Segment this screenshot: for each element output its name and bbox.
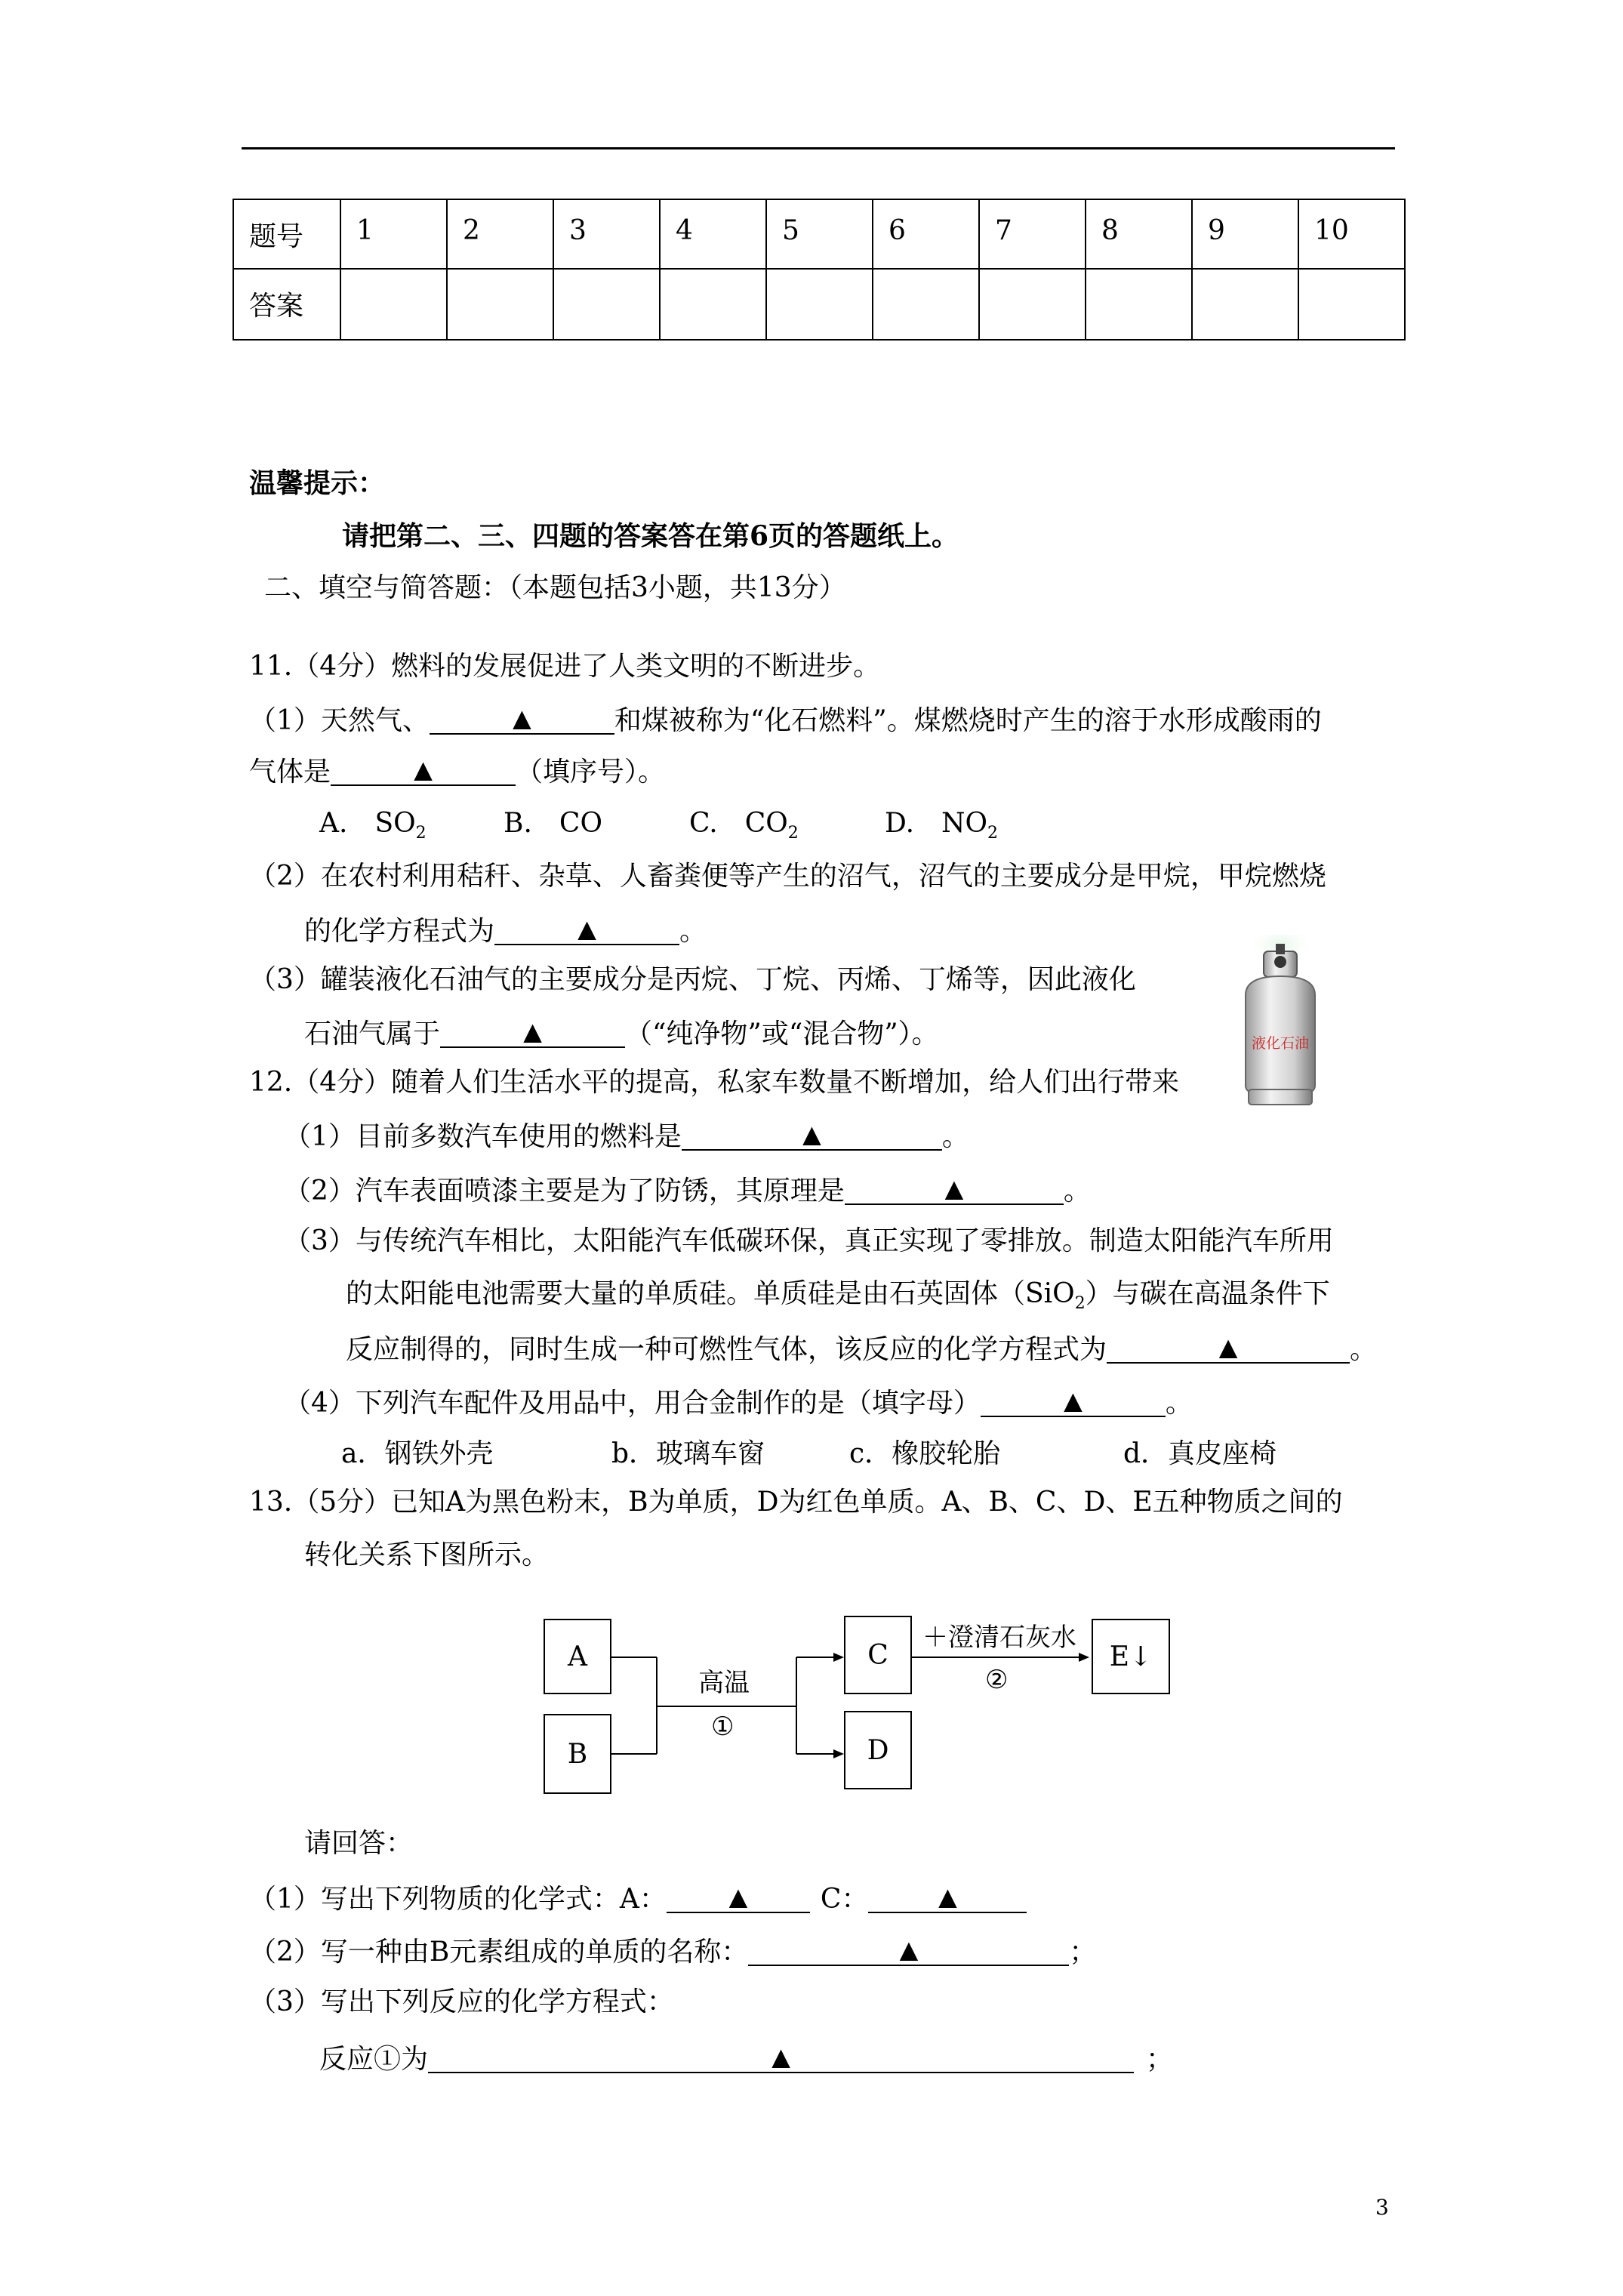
- blank-mark: ▲: [523, 1017, 542, 1046]
- subscript: 2: [987, 824, 999, 843]
- q11-blank-lpg-type[interactable]: [440, 1018, 625, 1048]
- answer-cell[interactable]: [340, 269, 447, 340]
- q11-part3-line2: [304, 1018, 939, 1048]
- q12-p3-text: 反应制得的，同时生成一种可燃性气体，该反应的化学方程式为: [346, 1334, 1107, 1365]
- q13-stem-line1: 13.（5分）已知A为黑色粉末，B为单质，D为红色单质。A、B、C、D、E五种物质之间的: [249, 1487, 1343, 1518]
- q13-part3: （3）写出下列反应的化学方程式：: [249, 1986, 674, 2017]
- q11-blank-fossil-fuel[interactable]: [430, 704, 614, 735]
- reaction-flow-diagram: [544, 1616, 1178, 1812]
- q11-part2-line2: [304, 915, 707, 945]
- question-number-cell: 8: [1086, 199, 1192, 269]
- blank-mark: ▲: [728, 1882, 748, 1911]
- q11-p1-hint: （填序号）。: [516, 757, 666, 787]
- tank-label: 液化石油: [1251, 1035, 1310, 1052]
- condition-high-temp: 高温: [698, 1668, 750, 1698]
- q13-p1-text: （1）写出下列物质的化学式：A：: [249, 1884, 667, 1915]
- blank-mark: ▲: [577, 914, 596, 943]
- lpg-tank-image: [1232, 935, 1330, 1108]
- subscript: 2: [787, 824, 799, 843]
- q11-part1-line2: [249, 756, 665, 786]
- q12-part3-line2: [346, 1278, 1330, 1314]
- q13-part2: [249, 1936, 1096, 1966]
- q11-option-d: [885, 810, 998, 842]
- answer-cell[interactable]: [1086, 269, 1192, 340]
- q12-p3-text-cont: ）与碳在高温条件下: [1085, 1278, 1330, 1309]
- answer-cell[interactable]: [1298, 269, 1405, 340]
- q12-part4: [284, 1387, 1193, 1417]
- question-number-cell: 5: [766, 199, 873, 269]
- q11-p3-hint: （“纯净物”或“混合物”）。: [625, 1019, 939, 1049]
- q13-part1: [249, 1883, 1027, 1913]
- q12-p4-text: （4）下列汽车配件及用品中，用合金制作的是（填字母）: [284, 1388, 981, 1419]
- q11-p1-gas: 气体是: [249, 757, 331, 787]
- answer-cell[interactable]: [447, 269, 553, 340]
- q12-option-b: b．玻璃车窗: [611, 1438, 765, 1469]
- row-label-answer: 答案: [233, 269, 340, 340]
- q13-blank-reaction-1[interactable]: [428, 2043, 1134, 2073]
- option-text: C. CO: [689, 808, 788, 839]
- answer-table: [233, 199, 1406, 341]
- q11-option-c: [689, 810, 799, 842]
- answer-cell[interactable]: [766, 269, 873, 340]
- blank-mark: ▲: [414, 755, 433, 784]
- reaction-label-1: ①: [711, 1712, 735, 1742]
- q11-p3-text: 石油气属于: [304, 1019, 441, 1049]
- q12-blank-rust-principle[interactable]: [845, 1175, 1064, 1205]
- q13-reaction-1: [319, 2043, 1173, 2073]
- option-text: A. SO: [319, 808, 416, 839]
- q11-part3-line1: （3）罐装液化石油气的主要成分是丙烷、丁烷、丙烯、丁烯等，因此液化: [249, 964, 1136, 995]
- q11-option-a: [319, 810, 427, 842]
- q13-ask: 请回答：: [304, 1828, 414, 1859]
- q13-blank-element-name[interactable]: [748, 1936, 1069, 1966]
- q12-p3-text: 的太阳能电池需要大量的单质硅。单质硅是由石英固体（SiO: [346, 1278, 1075, 1309]
- q12-blank-alloy[interactable]: [981, 1387, 1166, 1417]
- reaction-label-2: ②: [985, 1665, 1009, 1695]
- q11-part2-line1: （2）在农村利用秸秆、杂草、人畜粪便等产生的沼气，沼气的主要成分是甲烷，甲烷燃烧: [249, 861, 1326, 892]
- q12-option-d: d．真皮座椅: [1123, 1438, 1277, 1469]
- header-rule: [242, 147, 1395, 149]
- q13-p1-c-label: C：: [820, 1884, 869, 1915]
- answer-cell[interactable]: [660, 269, 766, 340]
- question-number-cell: 7: [979, 199, 1086, 269]
- blank-mark: ▲: [1064, 1386, 1083, 1415]
- q11-p1-prefix: （1）天然气、: [249, 705, 430, 736]
- q11-stem: 11.（4分）燃料的发展促进了人类文明的不断进步。: [249, 651, 881, 682]
- question-number-cell: 2: [447, 199, 553, 269]
- q12-p1-end: 。: [941, 1121, 969, 1152]
- question-number-cell: 1: [340, 199, 447, 269]
- q13-p2-end: ；: [1069, 1937, 1097, 1968]
- question-number-row: [233, 199, 1405, 269]
- answer-cell[interactable]: [1192, 269, 1298, 340]
- blank-mark: ▲: [1218, 1333, 1238, 1361]
- tip-text: 请把第二、三、四题的答案答在第6页的答题纸上。: [342, 520, 959, 552]
- q12-part3-line1: （3）与传统汽车相比，太阳能汽车低碳环保，真正实现了零排放。制造太阳能汽车所用: [284, 1225, 1334, 1256]
- q12-blank-silicon-equation[interactable]: [1107, 1333, 1350, 1364]
- question-number-cell: 3: [553, 199, 660, 269]
- q12-part1: [284, 1120, 969, 1151]
- box-c: C: [844, 1616, 912, 1694]
- q12-p3-end: 。: [1350, 1334, 1378, 1365]
- q12-stem: 12.（4分）随着人们生活水平的提高，私家车数量不断增加，给人们出行带来: [249, 1067, 1180, 1098]
- option-text: D. NO: [885, 808, 988, 839]
- q11-part1-line1: [249, 704, 1322, 735]
- blank-mark: ▲: [771, 2042, 790, 2071]
- q12-option-c: c．橡胶轮胎: [849, 1438, 1001, 1469]
- blank-mark: ▲: [899, 1935, 919, 1964]
- answer-row: [233, 269, 1405, 340]
- question-number-cell: 10: [1298, 199, 1405, 269]
- box-b: B: [544, 1714, 611, 1794]
- q13-p2-text: （2）写一种由B元素组成的单质的名称：: [249, 1937, 749, 1968]
- q13-r1-text: 反应①为: [319, 2044, 429, 2075]
- q13-r1-end: ；: [1146, 2044, 1174, 2075]
- q12-blank-fuel[interactable]: [682, 1120, 942, 1151]
- box-d: D: [844, 1711, 912, 1789]
- blank-mark: ▲: [513, 704, 531, 732]
- q12-option-a: a．钢铁外壳: [341, 1438, 494, 1469]
- box-a: A: [544, 1619, 611, 1694]
- q11-p2-end: 。: [679, 916, 707, 947]
- condition-limewater: ＋澄清石灰水: [922, 1623, 1076, 1653]
- tip-title: 温馨提示：: [249, 467, 386, 499]
- q12-p1-text: （1）目前多数汽车使用的燃料是: [284, 1121, 682, 1152]
- q11-p1-text: 和煤被称为“化石燃料”。煤燃烧时产生的溶于水形成酸雨的: [614, 705, 1322, 736]
- q12-p4-end: 。: [1165, 1388, 1193, 1419]
- q11-blank-acid-rain-gas[interactable]: [331, 756, 516, 786]
- q11-blank-methane-equation[interactable]: [494, 915, 679, 945]
- q11-p2-text: 的化学方程式为: [304, 916, 495, 947]
- q12-p2-text: （2）汽车表面喷漆主要是为了防锈，其原理是: [284, 1176, 845, 1207]
- question-number-cell: 6: [873, 199, 979, 269]
- section-title: 二、填空与简答题：（本题包括3小题，共13分）: [264, 572, 846, 603]
- question-number-cell: 9: [1192, 199, 1298, 269]
- q13-blank-formula-c[interactable]: [868, 1883, 1027, 1913]
- question-number-cell: 4: [660, 199, 766, 269]
- answer-cell[interactable]: [873, 269, 979, 340]
- answer-cell[interactable]: [553, 269, 660, 340]
- q11-option-b: B. CO: [504, 808, 602, 839]
- q12-part3-line3: [346, 1333, 1377, 1364]
- subscript: 2: [1074, 1294, 1086, 1314]
- blank-mark: ▲: [802, 1120, 821, 1148]
- page-number: 3: [1375, 2195, 1389, 2220]
- q13-blank-formula-a[interactable]: [667, 1883, 810, 1913]
- box-e: E↓: [1092, 1619, 1170, 1694]
- blank-mark: ▲: [938, 1882, 957, 1911]
- row-label-question-number: 题号: [233, 199, 340, 269]
- q13-stem-line2: 转化关系下图所示。: [304, 1539, 550, 1570]
- subscript: 2: [415, 824, 427, 843]
- blank-mark: ▲: [944, 1174, 964, 1203]
- q12-p2-end: 。: [1063, 1176, 1091, 1207]
- q12-part2: [284, 1175, 1091, 1205]
- answer-cell[interactable]: [979, 269, 1086, 340]
